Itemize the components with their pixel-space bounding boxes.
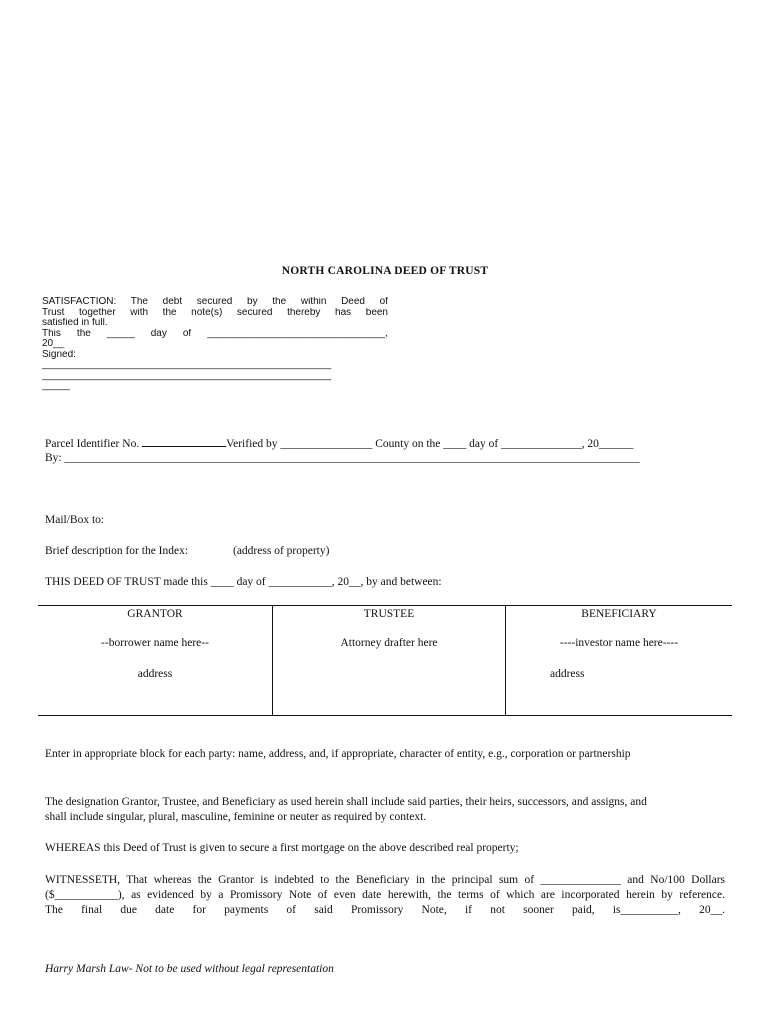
witnesseth-line: The final due date for payments of said Promissory Note, if not sooner paid, is__________, 20__. <box>45 904 725 916</box>
brief-description-label: Brief description for the Index: <box>45 545 189 557</box>
signature-line: ____________________________________________________ <box>42 370 332 381</box>
beneficiary-header: BENEFICIARY <box>506 606 733 634</box>
footer-disclaimer: Harry Marsh Law- Not to be used without legal representation <box>45 963 334 975</box>
trustee-name: Attorney drafter here <box>273 633 506 664</box>
trustee-address <box>273 664 506 716</box>
parcel-id-blank <box>142 436 226 447</box>
mailbox-label: Mail/Box to: <box>45 514 105 526</box>
signature-line: _____ <box>42 381 70 391</box>
witnesseth-line: WITNESSETH, That whereas the Grantor is indebted to the Beneficiary in the principal sum of ______________ and No/100 Dollars <box>45 874 725 886</box>
satisfaction-line: This the _____ day of ________________________________, <box>42 328 388 339</box>
trustee-header: TRUSTEE <box>273 606 506 634</box>
document-title: NORTH CAROLINA DEED OF TRUST <box>281 265 489 277</box>
grantor-header: GRANTOR <box>38 606 273 634</box>
by-line: By: ____________________________________________________________________________________________________ <box>45 452 640 464</box>
brief-description-value: (address of property) <box>233 545 330 557</box>
deed-made-line: THIS DEED OF TRUST made this ____ day of ___________, 20__, by and between: <box>45 576 442 588</box>
satisfaction-block <box>42 297 388 392</box>
parcel-label: Parcel Identifier No. <box>45 438 140 450</box>
designation-line: shall include singular, plural, masculine, feminine or neuter as required by context. <box>45 811 427 823</box>
beneficiary-name: ----investor name here---- <box>559 637 679 649</box>
parcel-line <box>45 436 633 450</box>
satisfaction-line: 20__ <box>42 339 65 349</box>
satisfaction-line: Trust together with the note(s) secured thereby has been <box>42 307 388 318</box>
witnesseth-line: ($___________), as evidenced by a Promissory Note of even date herewith, the terms of which are incorporated herein by reference. <box>45 889 725 901</box>
party-instructions: Enter in appropriate block for each party: name, address, and, if appropriate, character of entity, e.g., corporation or partnership <box>45 748 631 760</box>
beneficiary-address: address <box>506 664 733 716</box>
satisfaction-line: SATISFACTION: The debt secured by the within Deed of <box>42 297 388 307</box>
parties-table <box>38 605 732 716</box>
grantor-address: address <box>38 664 273 716</box>
designation-paragraph <box>45 795 725 825</box>
satisfaction-line: satisfied in full. <box>42 318 108 328</box>
witnesseth-paragraph <box>45 873 725 918</box>
signature-line: ____________________________________________________ <box>42 360 332 370</box>
whereas-paragraph: WHEREAS this Deed of Trust is given to secure a first mortgage on the above described real property; <box>45 842 519 854</box>
designation-line: The designation Grantor, Trustee, and Beneficiary as used herein shall include said parties, their heirs, successors, and assigns, and <box>45 796 647 808</box>
parcel-rest: Verified by ________________ County on the ____ day of ______________, 20______ <box>226 438 634 450</box>
grantor-name: --borrower name here-- <box>38 633 273 664</box>
satisfaction-line: Signed: <box>42 349 76 360</box>
